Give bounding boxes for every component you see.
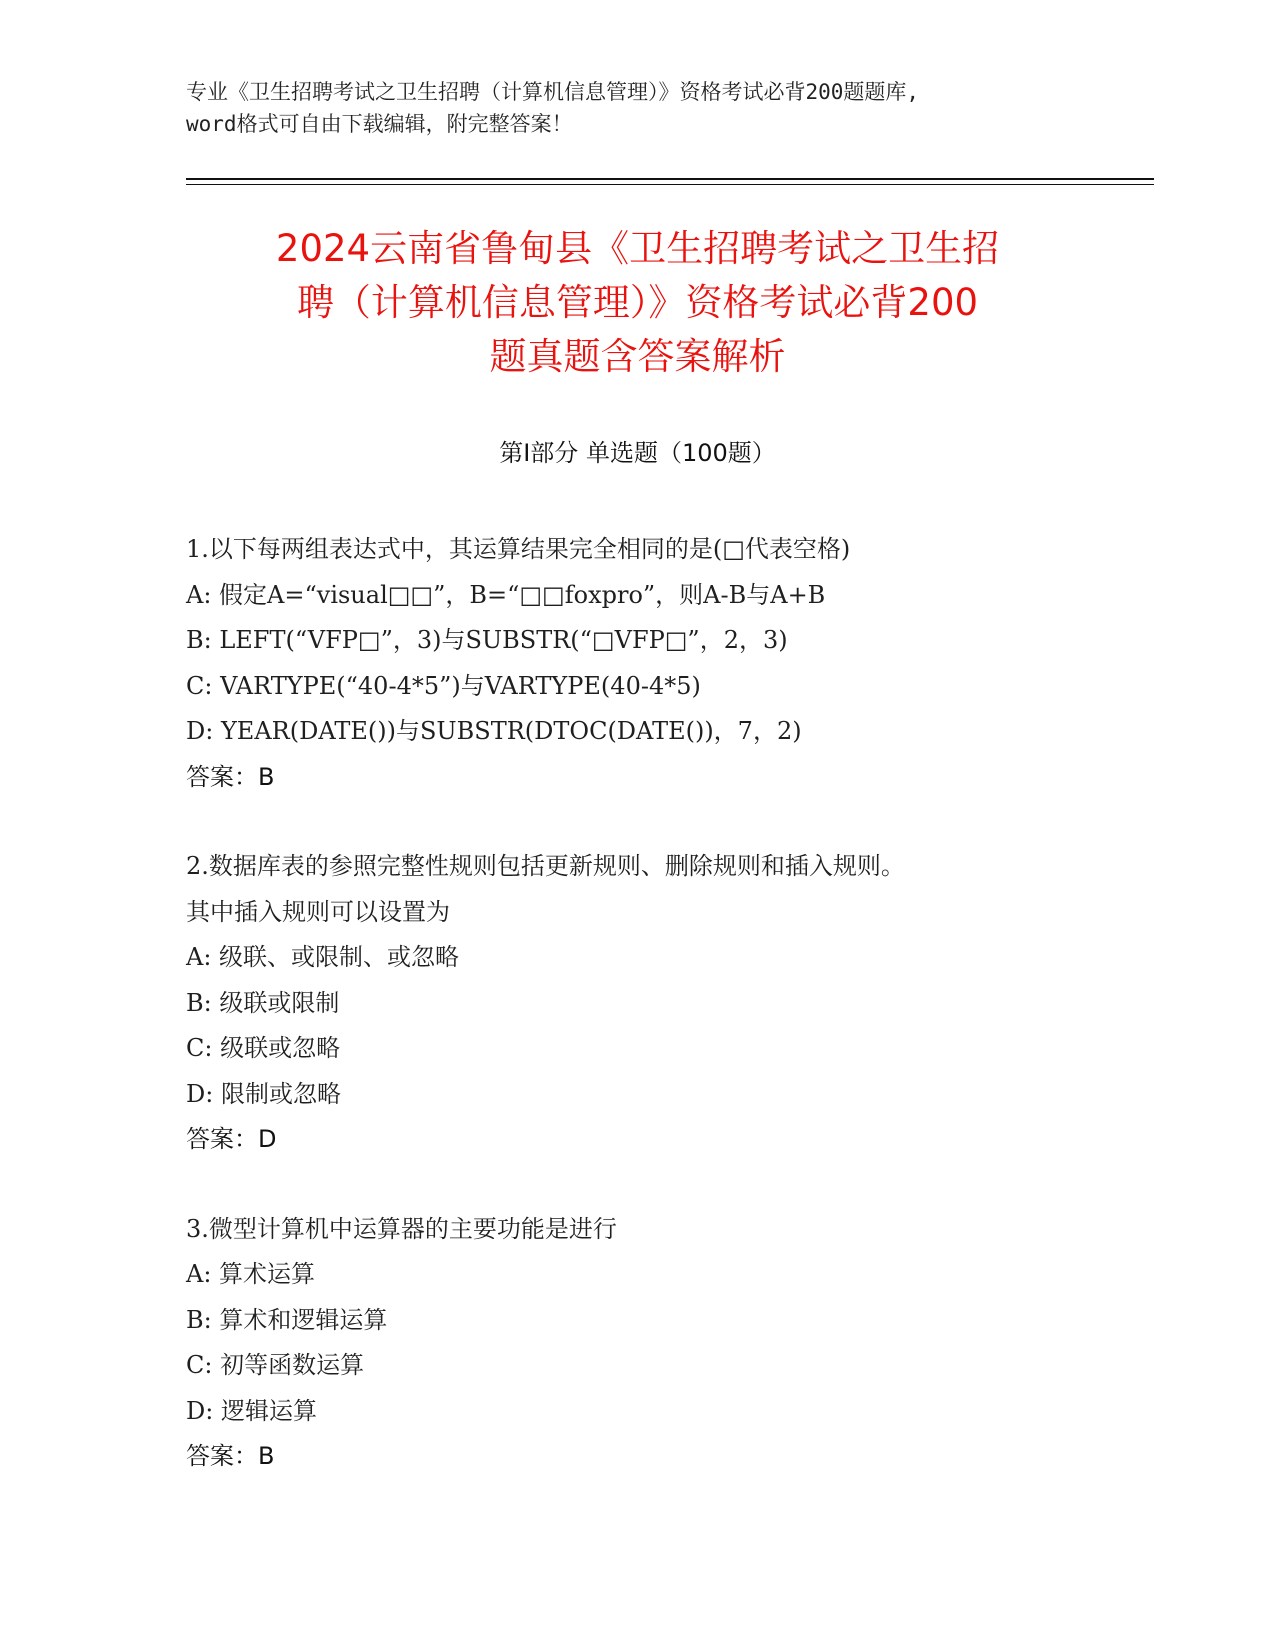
question-stem: 2.数据库表的参照完整性规则包括更新规则、删除规则和插入规则。: [186, 852, 905, 880]
option-d: D: 逻辑运算: [186, 1396, 317, 1425]
question-3: [186, 1207, 1086, 1480]
document-title: [150, 222, 1125, 384]
option-b: B: LEFT(“VFP□”，3)与SUBSTR(“□VFP□”，2，3): [186, 626, 788, 654]
option-c: C: 初等函数运算: [186, 1351, 365, 1379]
header-note: [186, 76, 1086, 140]
option-c: C: VARTYPE(“40-4*5”)与VARTYPE(40-4*5): [186, 671, 701, 700]
question-2: [186, 844, 1086, 1163]
option-a: A: 假定A=“visual□□”，B=“□□foxpro”，则A-B与A+B: [186, 580, 826, 609]
option-b: B: 算术和逻辑运算: [186, 1305, 388, 1334]
header-divider-thin: [186, 184, 1154, 185]
question-stem: 1.以下每两组表达式中，其运算结果完全相同的是(□代表空格): [186, 535, 851, 563]
title-line-3: 题真题含答案解析: [489, 335, 786, 378]
question-1: [186, 527, 1086, 800]
option-d: D: YEAR(DATE())与SUBSTR(DTOC(DATE())，7，2): [186, 717, 802, 745]
option-a: A: 级联、或限制、或忽略: [186, 943, 460, 971]
question-list: [186, 527, 1086, 1480]
question-spacer: [186, 800, 1086, 844]
title-line-2: 聘（计算机信息管理）》资格考试必背200: [296, 281, 979, 324]
question-spacer: [186, 1163, 1086, 1207]
answer-label: 答案：D: [186, 1125, 277, 1153]
section-heading: 第Ⅰ部分 单选题（100题）: [499, 439, 776, 467]
option-a: A: 算术运算: [186, 1260, 316, 1288]
question-stem-continued: 其中插入规则可以设置为: [186, 897, 450, 926]
header-note-line-2: word格式可自由下载编辑，附完整答案！: [186, 112, 573, 136]
answer-label: 答案：B: [186, 1442, 275, 1470]
title-line-1: 2024云南省鲁甸县《卫生招聘考试之卫生招: [275, 227, 1000, 270]
option-b: B: 级联或限制: [186, 988, 340, 1017]
header-note-line-1: 专业《卫生招聘考试之卫生招聘（计算机信息管理）》资格考试必背200题题库,: [186, 80, 920, 104]
option-d: D: 限制或忽略: [186, 1079, 341, 1108]
answer-label: 答案：B: [186, 762, 275, 791]
question-stem: 3.微型计算机中运算器的主要功能是进行: [186, 1214, 617, 1243]
option-c: C: 级联或忽略: [186, 1034, 341, 1062]
header-divider-thick: [186, 178, 1154, 180]
